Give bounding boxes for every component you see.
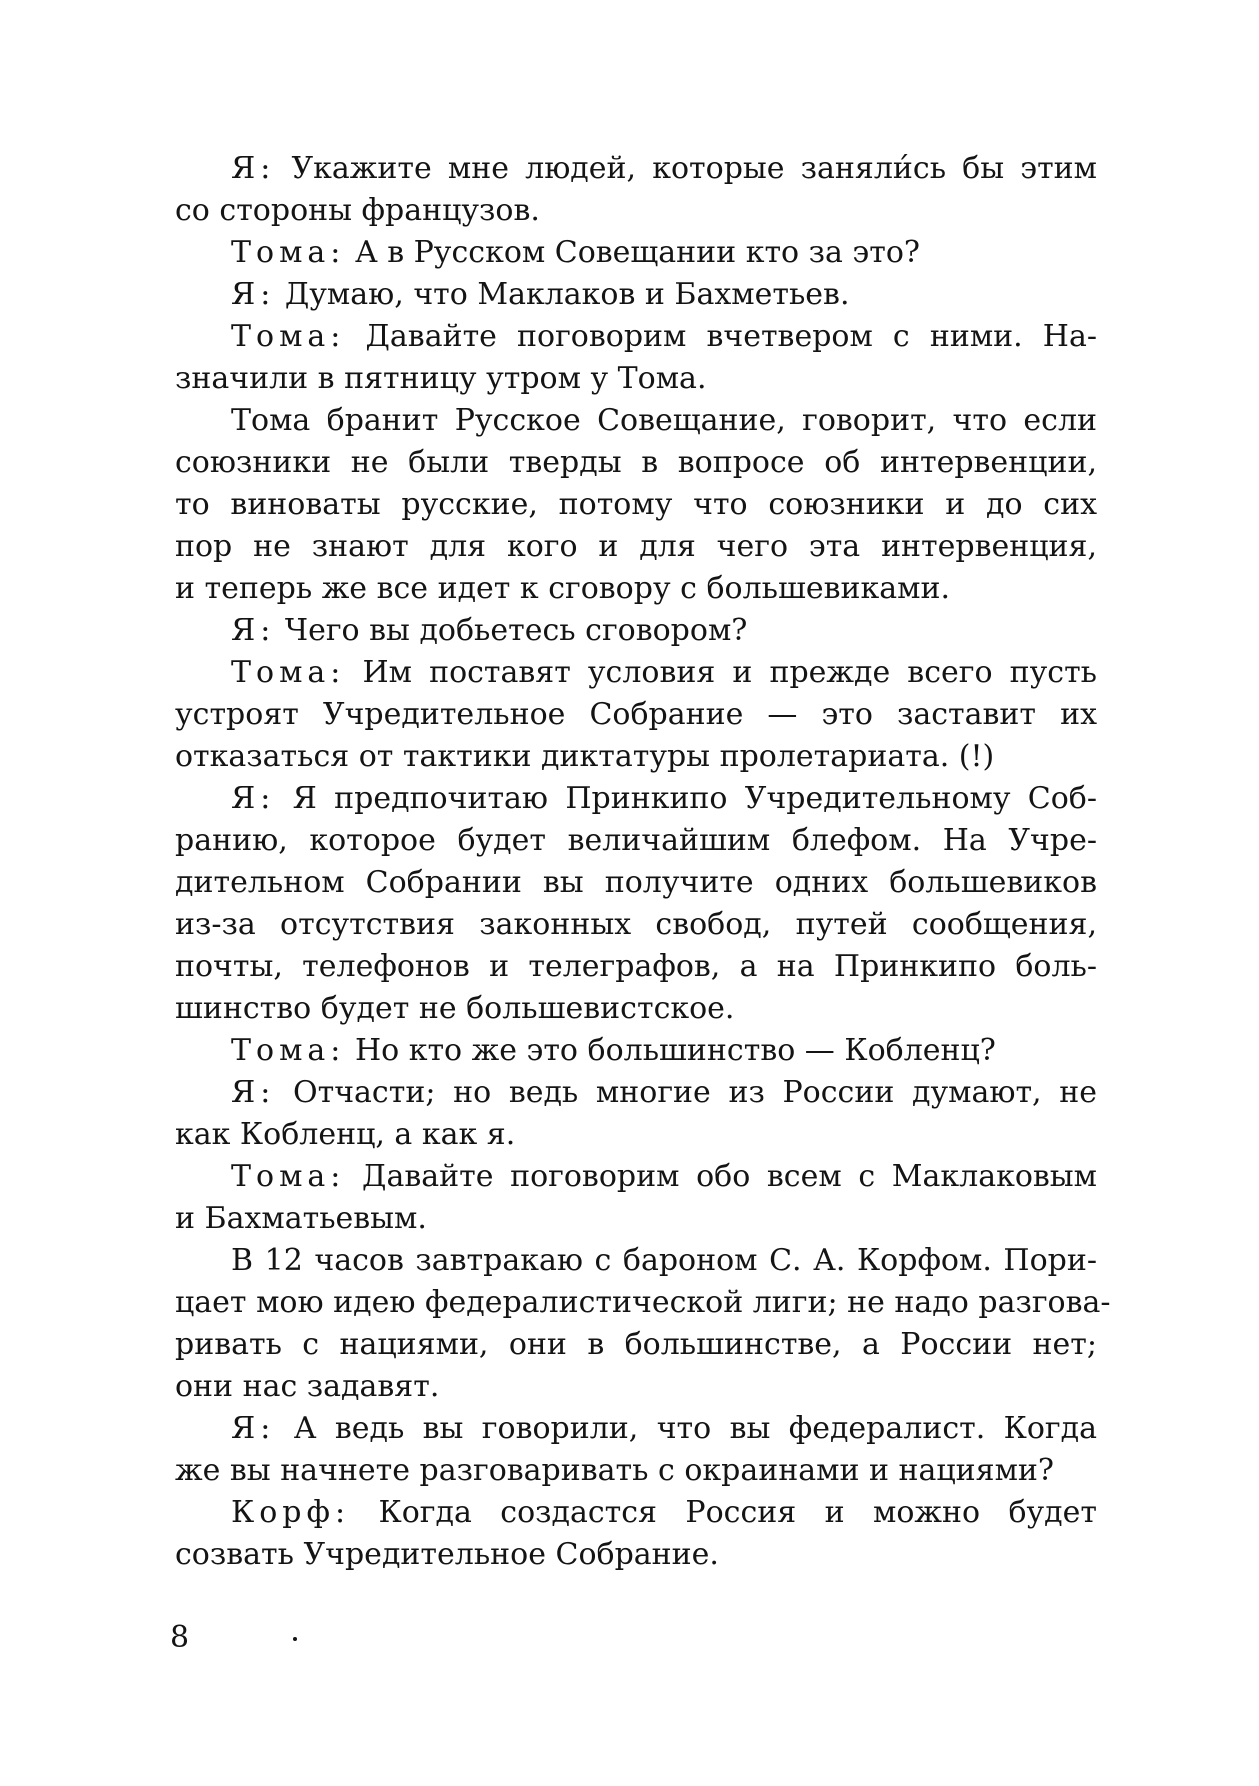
text-line	[175, 190, 1097, 232]
line-text: А в Русском Совещании кто за это?	[345, 235, 920, 270]
text-line	[175, 610, 1097, 652]
line-text: устроят Учредительное Собрание — это заставит их	[175, 697, 1097, 732]
text-line	[175, 484, 1097, 526]
text-line	[175, 148, 1097, 190]
line-text: то виноваты русские, потому что союзники и до сих	[175, 487, 1097, 522]
line-text: со стороны французов.	[175, 193, 540, 228]
line-text: дительном Собрании вы получите одних большевиков	[175, 865, 1097, 900]
speaker-label: Я:	[231, 1411, 276, 1446]
text-line	[175, 316, 1097, 358]
line-text: Думаю, что Маклаков и Бахметьев.	[275, 277, 850, 312]
line-text: созвать Учредительное Собрание.	[175, 1537, 719, 1572]
line-text: А ведь вы говорили, что вы федералист. Когда	[275, 1411, 1097, 1446]
text-line	[175, 1408, 1097, 1450]
text-line	[175, 1450, 1097, 1492]
line-text: ривать с нациями, они в большинстве, а России нет;	[175, 1327, 1097, 1362]
line-text: Когда создастся Россия и можно будет	[350, 1495, 1097, 1530]
speaker-label: Я:	[231, 613, 276, 648]
text-line	[175, 442, 1097, 484]
line-text: цает мою идею федералистической лиги; не надо разгова-	[175, 1285, 1111, 1320]
text-line	[175, 1324, 1097, 1366]
text-line	[175, 778, 1097, 820]
speaker-label: Я:	[231, 1075, 276, 1110]
line-text: как Кобленц, а как я.	[175, 1117, 516, 1152]
line-text: союзники не были тверды в вопросе об интервенции,	[175, 445, 1097, 480]
line-text: Тома бранит Русское Совещание, говорит, что если	[231, 403, 1097, 438]
line-text: почты, телефонов и телеграфов, а на Принкипо боль-	[175, 949, 1097, 984]
line-text: Отчасти; но ведь многие из России думают, не	[275, 1075, 1097, 1110]
text-line	[175, 1282, 1111, 1324]
text-line	[175, 1492, 1097, 1534]
text-line	[175, 400, 1097, 442]
text-line	[175, 1072, 1097, 1114]
text-line	[175, 1198, 1097, 1240]
speaker-label: Тома:	[231, 319, 346, 354]
speaker-label: Я:	[231, 151, 276, 186]
line-text: отказаться от тактики диктатуры пролетариата. (!)	[175, 739, 995, 774]
page-number: 8	[170, 1620, 190, 1655]
line-text: Чего вы добьетесь сговором?	[275, 613, 748, 648]
speaker-label: Тома:	[231, 235, 346, 270]
line-text: В 12 часов завтракаю с бароном С. А. Корфом. Пори-	[231, 1243, 1097, 1278]
line-text: Им поставят условия и прежде всего пусть	[345, 655, 1097, 690]
speaker-label: Тома:	[231, 1033, 346, 1068]
line-text: Но кто же это большинство — Кобленц?	[345, 1033, 996, 1068]
text-line	[175, 1366, 1097, 1408]
text-line	[175, 568, 1097, 610]
line-text: они нас задавят.	[175, 1369, 440, 1404]
speaker-label: Я:	[231, 277, 276, 312]
line-text: Укажите мне людей, которые заняли́сь бы этим	[275, 151, 1097, 186]
text-line	[175, 526, 1097, 568]
page-body	[175, 148, 1111, 1576]
line-text: значили в пятницу утром у Тома.	[175, 361, 707, 396]
speaker-label: Я:	[231, 781, 276, 816]
text-line	[175, 1030, 1097, 1072]
text-line	[175, 694, 1097, 736]
line-text: пор не знают для кого и для чего эта интервенция,	[175, 529, 1097, 564]
text-line	[175, 946, 1097, 988]
line-text: Давайте поговорим вчетвером с ними. На-	[345, 319, 1097, 354]
text-line	[175, 652, 1097, 694]
speaker-label: Тома:	[231, 655, 346, 690]
text-line	[175, 862, 1097, 904]
text-line	[175, 988, 1097, 1030]
text-line	[175, 904, 1097, 946]
printer-dot	[293, 1637, 297, 1641]
line-text: Давайте поговорим обо всем с Маклаковым	[345, 1159, 1097, 1194]
line-text: Я предпочитаю Принкипо Учредительному Соб-	[275, 781, 1097, 816]
speaker-label: Корф:	[231, 1495, 351, 1530]
text-line	[175, 1240, 1097, 1282]
text-line	[175, 274, 1097, 316]
line-text: из-за отсутствия законных свобод, путей сообщения,	[175, 907, 1097, 942]
text-line	[175, 736, 1097, 778]
speaker-label: Тома:	[231, 1159, 346, 1194]
text-line	[175, 358, 1097, 400]
line-text: и Бахматьевым.	[175, 1201, 427, 1236]
line-text: же вы начнете разговаривать с окраинами и нациями?	[175, 1453, 1055, 1488]
text-line	[175, 1114, 1097, 1156]
text-line	[175, 232, 1097, 274]
text-line	[175, 1534, 1097, 1576]
text-line	[175, 820, 1097, 862]
line-text: и теперь же все идет к сговору с большевиками.	[175, 571, 951, 606]
text-line	[175, 1156, 1097, 1198]
line-text: ранию, которое будет величайшим блефом. На Учре-	[175, 823, 1097, 858]
line-text: шинство будет не большевистское.	[175, 991, 735, 1026]
